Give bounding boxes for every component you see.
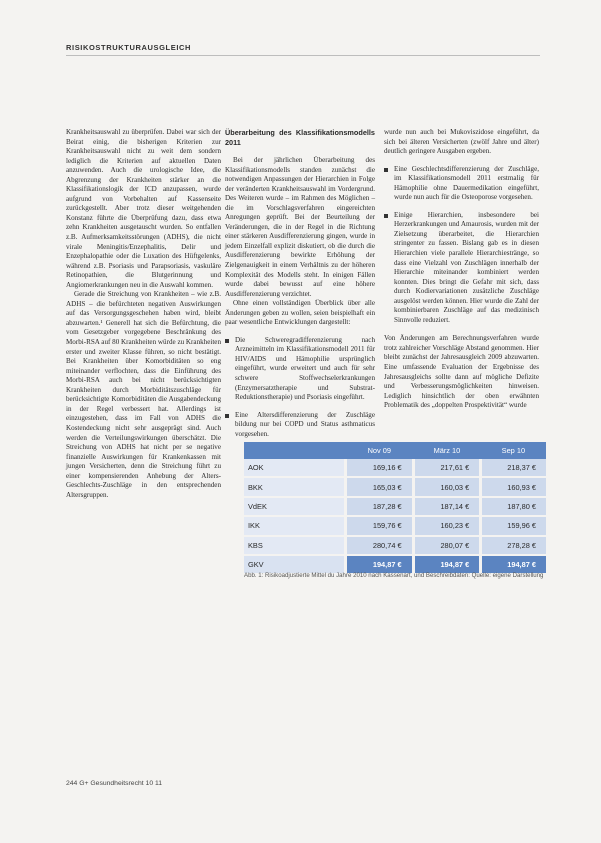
table-cell: 165,03 €	[346, 477, 414, 496]
page-footer: 244 G+ Gesundheitsrecht 10 11	[66, 780, 163, 787]
table-cell: AOK	[244, 459, 346, 477]
table-row	[244, 536, 546, 555]
table-cell: 187,14 €	[413, 497, 481, 516]
table-cell: 194,87 €	[413, 555, 481, 574]
list-item: Die Schweregradifferenzierung nach Arzneimitteln im Klassifikationsmodell 2011 für HIV/AIDS und Hämophilie ursprünglich eingeführt, wurde erweitert und auch für sehr schwere Stoffwechselerkrankungen (Enzymersatztherapie und Substrat-Reduktionstherapie) und Psoriasis eingeführt.	[225, 336, 375, 403]
table-header-cell: März 10	[413, 442, 481, 459]
table-cell: 278,28 €	[481, 536, 546, 555]
table-cell: VdEK	[244, 497, 346, 516]
header-divider	[66, 55, 540, 56]
paragraph: Gerade die Streichung von Krankheiten – wie z.B. ADHS – die befürchteten negativen Auswirkungen auf das Versorgungsgeschehen haben wird, bleibt abzuwarten.¹ Generell hat sich die Befürchtung, die vom Gesetzgeber vorgegebene Beschränkung des Morbi-RSA auf 80 Krankheiten würde zu Krankheiten erster und zweiter Klasse führen, so nicht bestätigt. Bei Krankheiten über Komorbiditäten so eng miteinander verflochten, dass die Einführung des Morbi-RSA auch bei nicht berücksichtigten Krankheiten durch Morbiditätszuschläge für berücksichtigte Komorbiditäten die Ausgabendeckung in der Regel verbessert hat. Allerdings ist einzugestehen, dass im Fall von ADHS die Kostendeckung nicht sehr ausgeprägt sind. Auch werden die Verteilungswirkungen überschätzt. Die Streichung von ADHS hat nicht per se negative finanzielle Auswirkungen für Krankenkassen mit jungen Versicherten, denn die Streichung führt zu einer kompensierenden Anhebung der Alters-Geschlechts-Zuschläge in den entsprechenden Altersgruppen.	[66, 290, 221, 499]
table-row	[244, 516, 546, 535]
table-cell: 280,74 €	[346, 536, 414, 555]
table-header-cell: Sep 10	[481, 442, 546, 459]
figure-caption: Abb. 1: Risikoadjustierte Mittel du Jahre 2010 nach Kassenart, und Beschreibdaten: Quelle: eigene Darstellung	[244, 572, 544, 579]
table-cell: 159,76 €	[346, 516, 414, 535]
section-subheading: Überarbeitung des Klassifikationsmodells 2011	[225, 128, 375, 147]
paragraph: Bei der jährlichen Überarbeitung des Klassifikationsmodells standen zunächst die notwendigen Anpassungen der Hierarchien in Folge der veränderten Krankheitsauswahl im Vordergrund. Des Weiteren wurde – im Rahmen des Möglichen – die im Vorschlagsverfahren eingereichten Anregungen geprüft. Bei der Beurteilung der Veränderungen, die in der Regel in die Richtung einer stärkeren Ausdifferenzierung gingen, wurde in jedem Einzelfall explizit diskutiert, ob die durch die Ausdifferenzierung bewirkte Erhöhung der Zielgenauigkeit in einem Verhältnis zu der höheren Komplexität des Modells steht. In einigen Fällen wurde dabei bewusst auf eine höhere Ausdifferenzierung verzichtet.	[225, 156, 375, 298]
table-cell: 187,80 €	[481, 497, 546, 516]
list-item: Einige Hierarchien, insbesondere bei Herzerkrankungen und Amaurosis, wurden mit der Zielsetzung überarbeitet, die Hierarchien stringenter zu fassen. Bislang gab es in diesen Hierarchien viele parallele Hierarchiestränge, so dass eine Vielzahl von Zuschlägen innerhalb der Hierarchie miteinander kombiniert werden konnten. Dies bringt die Gefahr mit sich, dass durch Kodiervariationen zusätzliche Zuschläge ausgelöst werden können. Hier wurde die Zahl der kombinierbaren Zuschläge auf das medizinisch Sinnvolle reduziert.	[384, 211, 539, 326]
data-table	[244, 442, 546, 575]
table-cell: 160,03 €	[413, 477, 481, 496]
table-cell: 187,28 €	[346, 497, 414, 516]
table-cell: 160,23 €	[413, 516, 481, 535]
table-header-cell: Nov 09	[346, 442, 414, 459]
table-cell: 218,37 €	[481, 459, 546, 477]
table-cell: BKK	[244, 477, 346, 496]
paragraph: wurde nun auch bei Mukoviszidose eingeführt, da sich bei älteren Versicherten (zwölf Jahre und älter) deutlich geringere Ausgaben ergeben.	[384, 128, 539, 156]
table-header-cell	[244, 442, 346, 459]
table-cell: KBS	[244, 536, 346, 555]
paragraph: Von Änderungen am Berechnungsverfahren wurde trotz zahlreicher Vorschläge Abstand genommen. Hier bleibt zunächst der Jahresausgleich 2009 abzuwarten. Eine umfassende Evaluation der Ergebnisse des Jahresausgleichs sollte dann auf mögliche Defizite und Verbesserungsmöglichkeiten hinweisen. Lediglich hinsichtlich der oben erwähnten Problematik des „doppelten Prospektivität“ wurde	[384, 334, 539, 410]
table-cell: 160,93 €	[481, 477, 546, 496]
table-row	[244, 477, 546, 496]
bullet-list	[384, 165, 539, 326]
list-item: Eine Altersdifferenzierung der Zuschläge bildung nur bei COPD und Status asthmaticus vorgesehen.	[225, 411, 375, 440]
text-column-2	[225, 128, 375, 447]
text-column-3	[384, 128, 539, 411]
table-cell: 217,61 €	[413, 459, 481, 477]
section-header: RISIKOSTRUKTURAUSGLEICH	[66, 43, 192, 52]
table-cell: 169,16 €	[346, 459, 414, 477]
paragraph: Ohne einen vollständigen Überblick über alle Änderungen geben zu wollen, seien beispielhaft ein paar wesentliche Entwicklungen dargestellt:	[225, 299, 375, 327]
table-cell: 194,87 €	[481, 555, 546, 574]
table-cell: GKV	[244, 555, 346, 574]
table-row	[244, 497, 546, 516]
bullet-list	[225, 336, 375, 439]
list-item: Eine Geschlechtsdifferenzierung der Zuschläge, im Klassifikationsmodell 2011 erstmalig für Hämophilie ohne Dauermedikation eingeführt, wurde nun auch für die Osteoporose vorgesehen.	[384, 165, 539, 203]
table-row	[244, 459, 546, 477]
text-column-1	[66, 128, 221, 500]
table-cell: 280,07 €	[413, 536, 481, 555]
table-header-row	[244, 442, 546, 459]
paragraph: Krankheitsauswahl zu überprüfen. Dabei war sich der Beirat einig, die bisherigen Kriterien zur Krankheitsauswahl nicht zu weit dem sondern lediglich die Kriterien auf aktuellen Daten anzuwenden. Auch die urologische Idee, die Abgrenzung der Krankheiten stärker an die Klassifikationslogik der ICD anzupassen, wurde aufgrund von Vorbehalten auf Kassenseite zurückgestellt. Aber trotz dieser weitgehenden Konstanz führte die Überprüfung dazu, dass etwa zehn Krankheiten ausgetauscht wurden. So entfallen z.B. Aufmerksamkeitsstörungen (ADHS), die nicht virale Meningitis/Enzephalitis, Delir und Enzephalopathie oder die Luxation des Hüftgelenks, während z.B. Psoriasis und Parapsoriasis, vaskuläre Retinopathien, die Blutgerinnung und Angiomerkrankungen neu in die Auswahl kommen.	[66, 128, 221, 289]
table-cell: 194,87 €	[346, 555, 414, 574]
table-cell: 159,96 €	[481, 516, 546, 535]
table-cell: IKK	[244, 516, 346, 535]
